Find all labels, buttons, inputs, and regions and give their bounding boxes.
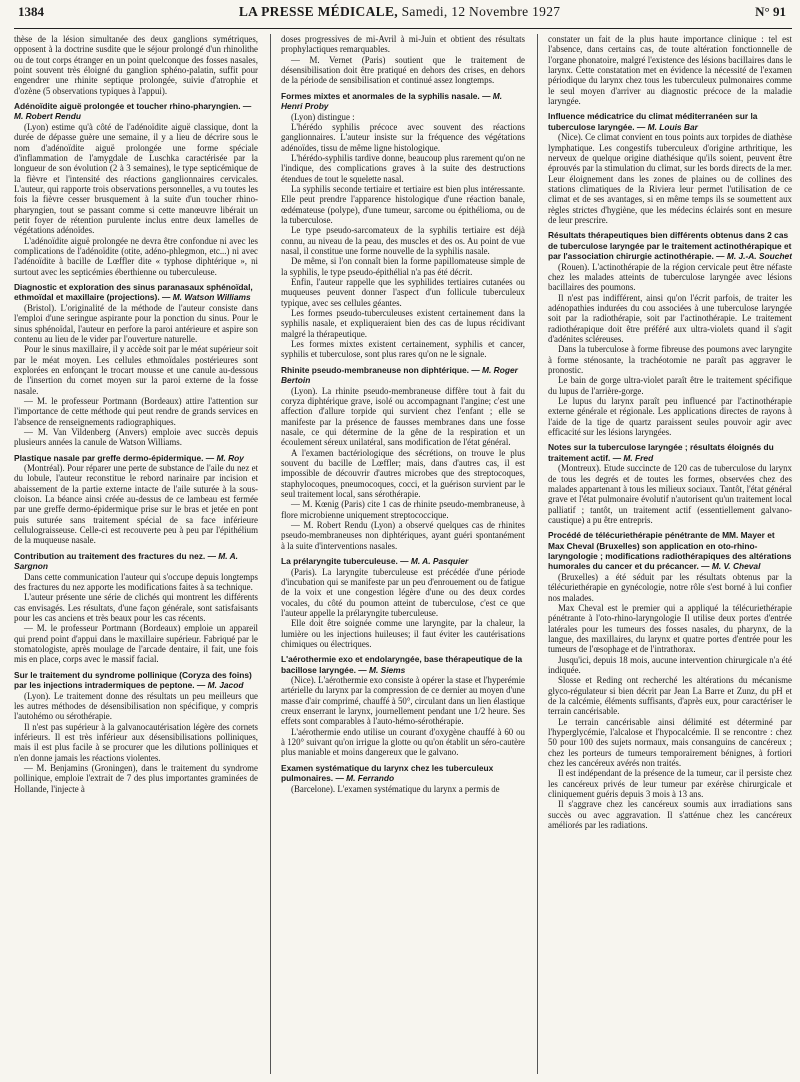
paragraph: Pour le sinus maxillaire, il y accède soit par le méat supérieur soit par le méat moyen. Les cellules ethmoïdales postérieures sont explorées en enfonçant le trocart mousse et une canule au-dessous de l'insertion du cornet moyen sur la paroi externe de la fosse nasale. <box>14 344 258 396</box>
article-title: Procédé de télécuriethérapie pénétrante de MM. Mayer et Max Cheval (Bruxelles) son application en oto-rhino-laryngologie ; modifications radiothérapiques des altérations humorales du cancer et du précancer. <box>548 530 792 572</box>
article-heading: Sur le traitement du syndrome pollinique (Coryza des foins) par les injections intradermiques de peptone. — M. Jacod <box>14 669 252 691</box>
paragraph: Max Cheval est le premier qui a appliqué la télécuriethérapie pénétrante à l'oto-rhino-laryngologie Il utilise deux portes d'entrée latérales pour les tumeurs des fosses nasales, du pharynx, de la langue, des maxillaires, du larynx et quatre portes d'entrée pour les tumeurs de l'œsophage et de l'intrathorax. <box>548 602 792 655</box>
paragraph: thèse de la lésion simultanée des deux ganglions symétriques, opposent à la doctrine susdite que le séjour prolongé d'un rhinolithe ou de tout corps étranger en un point quelconque des fosses nasales, point souvent très éloigné du ganglion sphéno-palatin, suffit pour engendrer une rhinite septique prolongée, suivie d'atrophie et d'ozène (5 observations typiques à l'appui). <box>14 34 258 96</box>
article-section <box>281 654 525 758</box>
article-section <box>14 453 258 546</box>
text-columns <box>14 34 792 1074</box>
paragraph: (Lyon). La rhinite pseudo-membraneuse diffère tout à fait du coryza diphtérique grave, isolé ou accompagnant l'angine; c'est une affection d'allure torpide qui survient chez l'enfant ; elle se manifeste par la présence de fausses membranes dans une fosse nasale, ce qui détermine de la gêne de la respiration et un écoulement séreux unilatéral, sans modification de l'état général. <box>281 385 525 448</box>
article-author: M. Siems <box>368 664 406 675</box>
paragraph: (Rouen). L'actinothérapie de la région cervicale peut être néfaste chez les malades atteints de tuberculose laryngée avec lésions bacillaires des poumons. <box>548 261 792 293</box>
article-heading: L'aérothermie exo et endolaryngée, base thérapeutique de la bacillose laryngée. — M. Siems <box>281 654 523 675</box>
column-3 <box>537 34 792 1074</box>
article-author: M. Jacod <box>207 680 244 691</box>
article-title: Contribution au traitement des fractures du nez. <box>14 550 206 561</box>
article-section <box>14 34 258 96</box>
paragraph: Le lupus du larynx paraît peu influencé par l'actinothérapie externe générale et régionale. Les applications directes de rayons à l'aide de la tige de quartz paraissent seules pouvoir agir avec efficacité sur les lésions laryngées. <box>548 396 792 438</box>
paragraph: doses progressives de mi-Avril à mi-Juin et obtient des résultats prophylactiques remarquables. <box>281 34 525 55</box>
article-title: Influence médicatrice du climat méditerranéen sur la tuberculose laryngée. <box>548 111 758 132</box>
paragraph: L'adénoïdite aiguë prolongée ne devra être confondue ni avec les complications de l'adénoïdite (otite, adéno-phlegmon, etc...) ni avec l'adénoïdite à bacille de Lœffler dite « typhose diphtérique », ni surtout avec les septicémies éberthienne ou tuberculeuse. <box>14 235 258 277</box>
paragraph: L'auteur présente une série de clichés qui montrent les différents cas envisagés. Les résultats, d'une façon générale, sont satisfaisants pour les cas anciens et très beaux pour les cas récents. <box>14 592 258 623</box>
article-author: M. Fred <box>623 452 654 463</box>
paragraph: Il s'aggrave chez les cancéreux soumis aux irradiations sans succès ou avec aggravation. Il s'atténue chez les cancéreux améliorés par les radiations. <box>548 799 792 831</box>
article-section <box>281 763 525 794</box>
paragraph: L'aérothermie endo utilise un courant d'oxygène chauffé à 60 ou à 120° suivant qu'on irrigue la glotte ou qu'on établit un séro-cautère plus maniable et moins dangereux que le galvano. <box>281 726 525 758</box>
paragraph: — M. Benjamins (Groningen), dans le traitement du syndrome pollinique, emploie l'extrait de 7 des plus importantes graminées de Hollande, l'injecte à <box>14 762 258 794</box>
article-heading: Diagnostic et exploration des sinus paranasaux sphénoïdal, ethmoïdal et maxillaire (projections). — M. Watson Williams <box>14 282 253 303</box>
article-section <box>281 556 525 649</box>
paragraph: Le type pseudo-sarcomateux de la syphilis tertiaire est déjà connu, au niveau de la peau, des muscles et des os. Au point de vue nasal, il constitue une forme nouvelle de la syphilis nasale. <box>281 225 525 256</box>
article-heading: Contribution au traitement des fractures du nez. — M. A. Sargnon <box>14 550 238 572</box>
article-author: M. Roy <box>216 452 244 463</box>
paragraph: Jusqu'ici, depuis 18 mois, aucune intervention chirurgicale n'a été indiquée. <box>548 654 792 675</box>
article-heading: Examen systématique du larynx chez les tuberculeux pulmonaires. — M. Ferrando <box>281 762 494 784</box>
article-heading: Adénoïdite aiguë prolongée et toucher rhino-pharyngien. — M. Robert Rendu <box>14 101 252 122</box>
paragraph: (Bruxelles) a été séduit par les résultats obtenus par la télécuriethérapie en gynécologie, notre rôle s'est borné à lui confier nos malades. <box>548 571 792 603</box>
article-section <box>548 530 792 830</box>
paragraph: constater un fait de la plus haute importance clinique : tel est l'absence, dans certains cas, de toute altération fonctionnelle de l'organe phonatoire, malgré l'existence des lésions bacillaires dans le larynx. Cette constatation met en évidence la nécessité de l'examen périodique du larynx chez tous les tuberculeux pulmonaires comme le seul moyen d'arriver au diagnostic précoce de la maladie laryngée. <box>548 34 792 107</box>
article-author: M. A. Sargnon <box>14 550 238 572</box>
paragraph: Le terrain cancérisable ainsi délimité est déterminé par l'hyperglycémie, l'alcalose et l'hypocalcémie. Il se rencontre : chez 50 pour 100 des sujets normaux, mais consanguins de cancéreux ; chez les porteurs de tumeurs temporairement bénignes, à fortiori chez les cancéreux avérés non traités. <box>548 716 792 769</box>
journal-title: LA PRESSE MÉDICALE <box>238 4 395 19</box>
article-heading: Influence médicatrice du climat méditerranéen sur la tuberculose laryngée. — M. Louis Bar <box>548 111 758 132</box>
article-section <box>14 670 258 794</box>
article-title: Plastique nasale par greffe dermo-épidermique. <box>14 452 204 463</box>
article-author: M. A. Pasquier <box>410 556 469 567</box>
paragraph: — M. Van Vildenberg (Anvers) emploie avec succès depuis plusieurs années la canule de Watson Williams. <box>14 426 258 448</box>
article-section <box>548 230 792 437</box>
article-author: M. Watson Williams <box>172 292 251 303</box>
paragraph: L'hérédo-syphilis tardive donne, beaucoup plus rarement qu'on ne l'indique, des complications graves à la suite des destructions étendues de tout le squelette nasal. <box>281 152 525 184</box>
article-section <box>281 365 525 551</box>
article-section <box>548 442 792 525</box>
paragraph: (Bristol). L'originalité de la méthode de l'auteur consiste dans l'emploi d'une seringue aspirante pour la ponction du sinus. Pour le sinus sphénoïdal, l'auteur en perfore la paroi antérieure et aspire son contenu au lieu de le vider par l'ouverture naturelle. <box>14 302 258 344</box>
article-heading: Résultats thérapeutiques bien différents obtenus dans 2 cas de tuberculose laryngée par le traitement actinothérapique et par l'association chirurgie actinothérapie. — M. J.-A. Souchet <box>548 230 792 262</box>
article-section <box>281 34 525 86</box>
column-1 <box>14 34 258 1074</box>
article-title: L'aérothermie exo et endolaryngée, base thérapeutique de la bacillose laryngée. <box>281 654 523 675</box>
paragraph: — M. Robert Rendu (Lyon) a observé quelques cas de rhinites pseudo-membraneuses non diphtériques, ayant guéri spontanément à la suite d'interventions nasales. <box>281 520 525 551</box>
paragraph: (Lyon) distingue : <box>291 111 355 122</box>
article-heading: Plastique nasale par greffe dermo-épidermique. — M. Roy <box>14 452 244 463</box>
paragraph: — M. le professeur Portmann (Bordeaux) attire l'attention sur l'importance de cette méthode qui peut rendre de grands services en l'absence de renseignements radiographiques. <box>14 395 258 427</box>
paragraph: De même, si l'on connaît bien la forme papillomateuse simple de la syphilis, le type pseudo-épithélial n'a pas été décrit. <box>281 256 525 277</box>
paragraph: Les formes mixtes existent certainement, syphilis et cancer, syphilis et tuberculose, sont plus rares qu'on ne le signale. <box>281 339 525 360</box>
paragraph: (Barcelone). L'examen systématique du larynx a permis de <box>291 783 500 794</box>
article-author: M. J.-A. Souchet <box>726 251 792 262</box>
paragraph: Dans la tuberculose à forme fibreuse des poumons avec laryngite à forme sténosante, la trachéotomie ne paraît pas aggraver le pronostic. <box>548 344 792 375</box>
article-author: M. Louis Bar <box>647 121 698 132</box>
page-header <box>14 4 792 29</box>
paragraph: (Paris). La laryngite tuberculeuse est précédée d'une période d'incubation qui se manifeste par un peu d'enrouement ou de fatigue de la voix et une congestion légère d'une ou des deux cordes vocales, du côté du poumon atteint de tuberculose, c'est ce que l'auteur appelle la prélaryngite tuberculeuse. <box>281 566 525 618</box>
paragraph: (Nice). Ce climat convient en tous points aux torpides de diathèse lymphatique. Les congestifs tuberculeux d'origine arthritique, les nerveux de quelque origine diathésique qu'ils soient, peuvent être éprouvés par la stimulation du climat, sur les bords directs de la mer. Leur éloignement dans les zones de plaines ou de collines des stations climatiques de la Riviera leur permet l'utilisation de ce climat et de ses avantages, si en même temps ils se soumettent aux règles strictes d'hygiène, que les médecins éclairés sont en mesure de leur prescrire. <box>548 132 792 225</box>
article-section <box>281 91 525 360</box>
paragraph: — M. Vernet (Paris) soutient que le traitement de désensibilisation doit être pratiqué en dehors des crises, en dehors de la période de sensibilisation et continué assez longtemps. <box>281 54 525 86</box>
article-section <box>14 551 258 665</box>
article-section <box>548 34 792 106</box>
paragraph: (Lyon). Le traitement donne des résultats un peu meilleurs que les autres méthodes de désensibilisation non spécifique, y compris l'autohémo ou sérothérapie. <box>14 690 258 722</box>
paragraph: Enfin, l'auteur rappelle que les syphilides tertiaires cutanées ou muqueuses peuvent donner l'aspect d'un follicule tuberculeux typique, avec ses cellules géantes. <box>281 277 525 308</box>
paragraph: (Lyon) estime qu'à côté de l'adénoïdite aiguë classique, dont la durée de dépasse guère une semaine, il y a lieu de décrire sous le nom d'adénoïdite aiguë prolongée une forme spéciale d'inflammation de l'amygdale de Luschka caractérisée par la longueur de son évolution (2 à 3 semaines), le type septicémique de la fièvre et l'intensité des réactions ganglionnaires cervicales. L'auteur, qui rapporte trois observations personnelles, a vu toutes les fois la fièvre cesser brusquement à la suite d'un toucher rhino-pharyngien, tout se passant comme si cette manœuvre libérait un petit foyer de rétention purulente inclus entre deux lamelles de végétations adénoïdes. <box>14 121 258 236</box>
issue-number: N° 91 <box>755 4 786 19</box>
paragraph: Slosse et Reding ont recherché les altérations du mécanisme glyco-régulateur si bien décrit par Jean La Barre et Zunz, du pH et de la calcémie, éléments suffisants, d'après eux, pour caractériser le terrain cancérisable. <box>548 675 792 717</box>
paragraph: (Montréal). Pour réparer une perte de substance de l'aile du nez et du lobule, l'auteur reconstitue le rebord narinaire par incision et abaissement de la partie externe intacte de l'aile suturée à la sous-cloison. La béance ainsi créée au-dessus de ce lambeau est fermée par une greffe dermo-épidermique prise sur le bras et jetée en pont puis suturée sans traitement spécial de sa face inférieure cellulograisseuse. Celle-ci est recouverte peu à peu par l'épithélium de la muqueuse nasale. <box>14 463 258 546</box>
article-section <box>548 111 792 225</box>
paragraph: Les formes pseudo-tuberculeuses existent certainement dans la syphilis nasale, et expliqueraient bien des cas de lupus récidivant malgré la thérapeutique. <box>281 308 525 339</box>
article-author: M. Robert Rendu <box>14 111 81 122</box>
article-heading: Formes mixtes et anormales de la syphilis nasale. — M. Henri Proby <box>281 90 503 112</box>
column-2 <box>270 34 525 1074</box>
article-heading: Procédé de télécuriethérapie pénétrante de MM. Mayer et Max Cheval (Bruxelles) son application en oto-rhino-laryngologie ; modifications radiothérapiques des altérations humorales du cancer et du précancer. — M. V. Cheval <box>548 530 792 572</box>
article-heading: Rhinite pseudo-membraneuse non diphtérique. — M. Roger Bertoin <box>281 364 518 386</box>
paragraph: — M. le professeur Portmann (Bordeaux) emploie un appareil qui prend point d'appui dans le maxillaire supérieur. Fabriqué par le stomatologiste, après moulage de l'arcade dentaire, il fait, une fois mis en place, corps avec le massif facial. <box>14 623 258 665</box>
paragraph: Il n'est pas supérieur à la galvanocautérisation légère des cornets inférieurs. Il est très inférieur aux désensibilisations polliniques, mais il est plus facile à se procurer que les dilutions polliniques et n'en donne jamais les réactions violentes. <box>14 721 258 763</box>
paragraph: — M. Kœnig (Paris) cite 1 cas de rhinite pseudo-membraneuse, à flore microbienne uniquement streptococcique. <box>281 499 525 520</box>
paragraph: L'hérédo syphilis précoce avec souvent des réactions ganglionnaires. L'auteur insiste sur la fréquence des végétations adénoïdes, tissu de même ligne histologique. <box>281 121 525 153</box>
paragraph: Il n'est pas indifférent, ainsi qu'on l'écrit parfois, de traiter les adénopathies indurées du cou associées à une tuberculose laryngée soit par la radiothérapie, soit par l'actinothérapie. Le traitement radiothérapique doit être préféré aux ultra-violets quand il s'agit d'adénites scléreuses. <box>548 292 792 344</box>
paragraph: Dans cette communication l'auteur qui s'occupe depuis longtemps des fractures du nez apporte les modifications faites à sa technique. <box>14 571 258 592</box>
running-title: LA PRESSE MÉDICALE, Samedi, 12 Novembre 1927 <box>238 4 561 19</box>
article-title: Notes sur la tuberculose laryngée ; résultats éloignés du traitement actif. <box>548 442 774 463</box>
paragraph: La syphilis seconde tertiaire et tertiaire est bien plus intéressante. Elle peut prendre l'apparence histologique d'une réaction banale, œdémateuse (polype), d'une tumeur, sarcome ou épithélioma, ou de la tuberculose. <box>281 183 525 225</box>
article-heading: Notes sur la tuberculose laryngée ; résultats éloignés du traitement actif. — M. Fred <box>548 442 774 463</box>
article-author: M. Ferrando <box>346 773 395 784</box>
paragraph: A l'examen bactériologique des sécrétions, on trouve le plus souvent du bacille de Lœffler; mais, dans d'autres cas, il est impossible de découvrir d'autres microbes que des streptocoques, staphylocoques, pneumocoques, cocci, et la guérison survient par le seul traitement local, sans sérothérapie. <box>281 447 525 500</box>
paragraph: (Nice). L'aérothermie exo consiste à opérer la stase et l'hyperémie artérielle du larynx par la compression de ce dernier au moyen d'une masse d'air comprimé, chauffé à 50°, circulant dans un lien élastique creux enserrant le larynx, journellement pendant une 1/2 heure. Ses effets sont comparables à l'auto-hémo-sérothérapie. <box>281 675 525 727</box>
article-title: Rhinite pseudo-membraneuse non diphtérique. <box>281 364 469 375</box>
article-title: Sur le traitement du syndrome pollinique (Coryza des foins) par les injections intradermiques de peptone. <box>14 669 252 691</box>
issue-date: Samedi, 12 Novembre 1927 <box>401 4 561 19</box>
article-section <box>14 101 258 277</box>
article-title: Formes mixtes et anormales de la syphilis nasale. <box>281 90 480 101</box>
article-section <box>14 282 258 448</box>
paragraph: Le bain de gorge ultra-violet paraît être le traitement spécifique du lupus de l'arrière-gorge. <box>548 375 792 396</box>
paragraph: Elle doit être soignée comme une laryngite, par la chaleur, la lumière ou les injections huileuses; il faut éviter les cautérisations chimiques ou électriques. <box>281 618 525 649</box>
page-number: 1384 <box>18 4 44 19</box>
article-author: M. Henri Proby <box>281 90 503 112</box>
article-title: Résultats thérapeutiques bien différents obtenus dans 2 cas de tuberculose laryngée par le traitement actinothérapique et par l'association chirurgie actinothérapie. <box>548 230 792 262</box>
article-title: Diagnostic et exploration des sinus paranasaux sphénoïdal, ethmoïdal et maxillaire (projections). <box>14 282 253 303</box>
article-title: Adénoïdite aiguë prolongée et toucher rhino-pharyngien. <box>14 101 241 112</box>
article-title: Examen systématique du larynx chez les tuberculeux pulmonaires. <box>281 762 494 784</box>
paragraph: Il est indépendant de la présence de la tumeur, car il persiste chez les cancéreux privés de leur tumeur par exérèse chirurgicale et cliniquement guéris depuis 3 mois à 13 ans. <box>548 768 792 800</box>
article-heading: La prélaryngite tuberculeuse. — M. A. Pasquier <box>281 556 469 567</box>
article-author: M. Roger Bertoin <box>281 364 518 386</box>
article-author: M. V. Cheval <box>711 561 761 572</box>
article-title: La prélaryngite tuberculeuse. <box>281 556 398 567</box>
paragraph: (Montreux). Etude succincte de 120 cas de tuberculose du larynx de tous les degrés et de toutes les formes, observées chez des malades appartenant à tous les milieux sociaux. Tantôt, l'état général grave et l'état pulmonaire évolutif n'autorisent qu'un traitement local palliatif ; tantôt, un traitement actif (essentiellement galvano-caustique) a pu être entrepris. <box>548 463 792 525</box>
